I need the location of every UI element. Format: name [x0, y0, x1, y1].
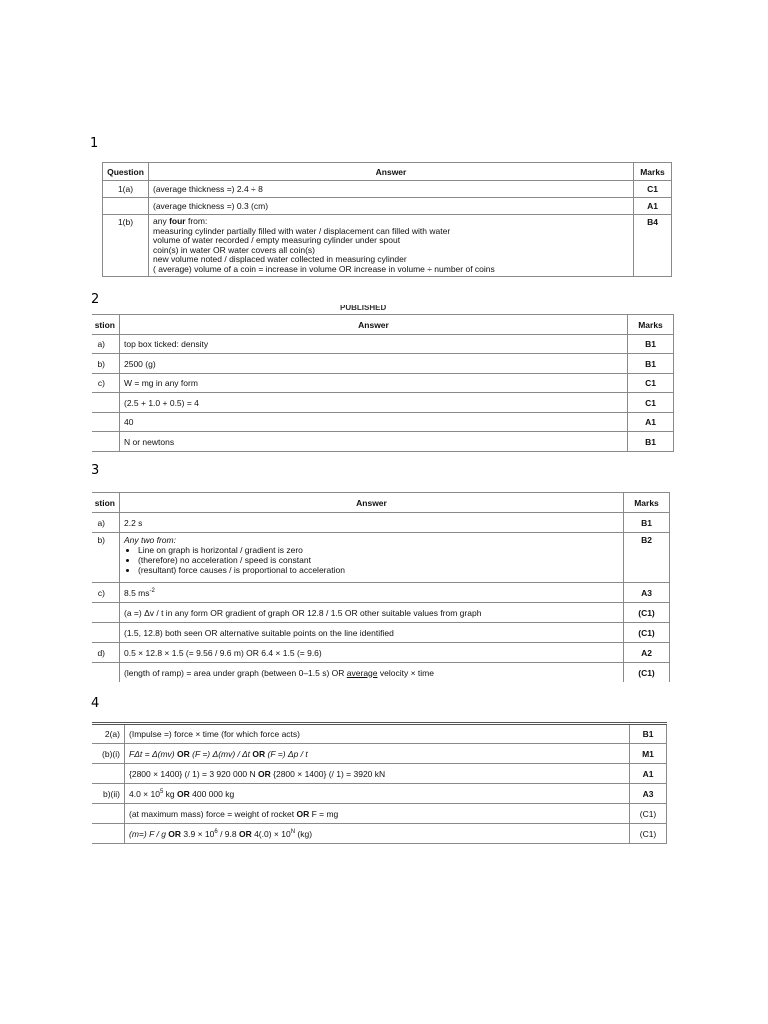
or-keyword: OR: [252, 748, 266, 759]
table-row: [103, 181, 672, 198]
marks-header: Marks: [624, 493, 670, 513]
mark-scheme-table-2: [92, 314, 674, 452]
bullet-item: • Line on graph is horizontal / gradient is zero: [138, 545, 619, 555]
answer-header: Answer: [149, 163, 634, 181]
question-cell: [92, 663, 120, 683]
question-cell: b): [92, 533, 120, 583]
table-header-row: [92, 493, 670, 513]
answer-text: (length of ramp) = area under graph (between 0–1.5 s) OR: [124, 667, 347, 678]
answer-text: (F =) Δp / t: [265, 748, 308, 759]
question-cell: [92, 623, 120, 643]
answer-cell: [120, 583, 624, 603]
question-cell: a): [92, 513, 120, 533]
table-row: [92, 533, 670, 583]
answer-cell: (a =) Δv / t in any form OR gradient of graph OR 12.8 / 1.5 OR other suitable values from graph: [120, 603, 624, 623]
marks-header: Marks: [628, 315, 674, 335]
marks-cell: B1: [628, 354, 674, 374]
answer-cell: top box ticked: density: [120, 335, 628, 354]
table-row: [92, 764, 667, 784]
answer-cell: W = mg in any form: [120, 374, 628, 393]
table-row: [92, 432, 674, 452]
marks-cell: (C1): [624, 603, 670, 623]
answer-cell: (1.5, 12.8) both seen OR alternative suitable points on the line identified: [120, 623, 624, 643]
answer-text: {2800 × 1400} (/ 1) = 3920 kN: [270, 768, 386, 779]
marks-cell: C1: [634, 181, 672, 198]
table-header-row: [92, 315, 674, 335]
marks-cell: A3: [624, 583, 670, 603]
marks-header: Marks: [634, 163, 672, 181]
or-keyword: OR: [168, 828, 182, 839]
marks-cell: A3: [630, 784, 667, 804]
answer-line: ( average) volume of a coin = increase in volume OR increase in volume ÷ number of coins: [153, 263, 495, 274]
answer-line: measuring cylinder partially filled with water / displacement can filled with water: [153, 225, 451, 236]
answer-line: volume of water recorded / empty measuring cylinder under spout: [153, 235, 401, 245]
or-keyword: OR: [238, 828, 252, 839]
answer-cell: (average thickness =) 0.3 (cm): [149, 198, 634, 215]
table-row: [92, 335, 674, 354]
intro-text: any: [153, 216, 170, 226]
section-number-3: 3: [91, 463, 100, 478]
superscript: 6: [214, 828, 218, 835]
answer-intro: Any two from:: [124, 535, 176, 545]
question-cell: [103, 198, 149, 215]
marks-cell: A1: [630, 764, 667, 784]
table-row: [92, 623, 670, 643]
question-cell: [92, 804, 125, 824]
answer-cell: 2.2 s: [120, 513, 624, 533]
marks-cell: B1: [628, 335, 674, 354]
superscript: -2: [149, 587, 155, 594]
answer-text: 400 000 kg: [189, 788, 235, 799]
or-keyword: OR: [296, 808, 310, 819]
table-row: [92, 354, 674, 374]
answer-text: / 9.8: [217, 828, 239, 839]
answer-cell: (2.5 + 1.0 + 0.5) = 4: [120, 393, 628, 413]
answer-text: (kg): [295, 828, 313, 839]
question-cell: [92, 603, 120, 623]
question-cell: [92, 824, 125, 844]
or-keyword: OR: [177, 788, 190, 799]
marks-cell: A1: [634, 198, 672, 215]
table-row: [103, 198, 672, 215]
table-row: [92, 583, 670, 603]
intro-text: from:: [185, 216, 208, 226]
marks-cell: C1: [628, 374, 674, 393]
mark-scheme-table-4: [92, 722, 667, 844]
bullet-item: • (therefore) no acceleration / speed is constant: [138, 555, 619, 565]
answer-cell: 2500 (g): [120, 354, 628, 374]
section-number-1: 1: [90, 136, 99, 151]
or-keyword: OR: [177, 748, 190, 759]
bullet-item: • (resultant) force causes / is proportional to acceleration: [138, 565, 619, 575]
answer-cell: 40: [120, 413, 628, 432]
marks-cell: (C1): [630, 824, 667, 844]
question-cell: 2(a): [92, 724, 125, 744]
marks-cell: B4: [634, 215, 672, 277]
table-4-crop: [92, 722, 667, 846]
question-cell: [92, 393, 120, 413]
table-3-crop: [92, 492, 670, 682]
cropped-header-text: PUBLISHED: [340, 305, 387, 310]
answer-cell: (average thickness =) 2.4 ÷ 8: [149, 181, 634, 198]
marks-cell: (C1): [624, 663, 670, 683]
answer-text: 4(.0) × 10: [251, 828, 291, 839]
answer-header: Answer: [120, 315, 628, 335]
table-row: [92, 804, 667, 824]
table-2-crop: [92, 314, 674, 452]
table-row: [92, 393, 674, 413]
table-row: [103, 215, 672, 277]
marks-cell: B1: [628, 432, 674, 452]
answer-cell: N or newtons: [120, 432, 628, 452]
answer-text: (F =) Δ(mv) / Δt: [189, 748, 253, 759]
answer-header: Answer: [120, 493, 624, 513]
answer-text: 8.5 ms: [124, 587, 150, 598]
table-row: [92, 603, 670, 623]
question-cell: c): [92, 583, 120, 603]
answer-cell: [125, 824, 630, 844]
answer-text: 4.0 × 10: [129, 788, 160, 799]
answer-cell: [125, 784, 630, 804]
answer-text: kg: [163, 788, 178, 799]
question-cell: 1(b): [103, 215, 149, 277]
question-cell: [92, 764, 125, 784]
answer-cell: [125, 804, 630, 824]
answer-cell: [120, 663, 624, 683]
marks-cell: B2: [624, 533, 670, 583]
marks-cell: B1: [630, 724, 667, 744]
question-cell: 1(a): [103, 181, 149, 198]
question-cell: b): [92, 354, 120, 374]
table-row: [92, 824, 667, 844]
table-row: [92, 663, 670, 683]
intro-bold-text: four: [169, 216, 186, 226]
answer-text: velocity × time: [377, 667, 434, 678]
answer-text: 3.9 × 10: [181, 828, 215, 839]
mark-scheme-table-1: [102, 162, 672, 277]
question-header: Question: [103, 163, 149, 181]
answer-cell: 0.5 × 12.8 × 1.5 (= 9.56 / 9.6 m) OR 6.4 × 1.5 (= 9.6): [120, 643, 624, 663]
answer-text: (m=) F / g: [129, 828, 169, 839]
mark-scheme-table-3: [92, 492, 670, 682]
question-cell: d): [92, 643, 120, 663]
answer-text: F = mg: [309, 808, 339, 819]
table-row: [92, 513, 670, 533]
answer-text: (at maximum mass) force = weight of rocket: [129, 808, 297, 819]
table-row: [92, 724, 667, 744]
table-row: [92, 744, 667, 764]
answer-cell: [149, 215, 634, 277]
table-row: [92, 374, 674, 393]
table-row: [92, 413, 674, 432]
marks-cell: (C1): [630, 804, 667, 824]
answer-cell: [125, 764, 630, 784]
marks-cell: A2: [624, 643, 670, 663]
question-cell: c): [92, 374, 120, 393]
table-row: [92, 784, 667, 804]
answer-line: new volume noted / displaced water collected in measuring cylinder: [153, 254, 407, 264]
table-row: [92, 643, 670, 663]
answer-text: FΔt = Δ(mv): [129, 748, 177, 759]
marks-cell: M1: [630, 744, 667, 764]
question-cell: a): [92, 335, 120, 354]
answer-cell: (Impulse =) force × time (for which force acts): [125, 724, 630, 744]
marks-cell: B1: [624, 513, 670, 533]
question-cell: [92, 432, 120, 452]
answer-cell: [120, 533, 624, 583]
answer-bullets: [124, 545, 619, 575]
question-cell: (b)(i): [92, 744, 125, 764]
marks-cell: (C1): [624, 623, 670, 643]
underlined-text: average: [346, 667, 378, 678]
answer-cell: [125, 744, 630, 764]
table-header-row: [103, 163, 672, 181]
answer-text: {2800 × 1400} (/ 1) = 3 920 000 N: [129, 768, 259, 779]
superscript: 5: [159, 788, 164, 795]
superscript: N: [290, 828, 296, 835]
question-cell: b)(ii): [92, 784, 125, 804]
section-number-2: 2: [91, 292, 100, 307]
or-keyword: OR: [258, 768, 271, 779]
marks-cell: C1: [628, 393, 674, 413]
section-number-4: 4: [91, 696, 100, 711]
question-header: stion: [92, 315, 120, 335]
question-cell: [92, 413, 120, 432]
question-header: stion: [92, 493, 120, 513]
marks-cell: A1: [628, 413, 674, 432]
answer-line: coin(s) in water OR water covers all coin(s): [153, 244, 316, 255]
